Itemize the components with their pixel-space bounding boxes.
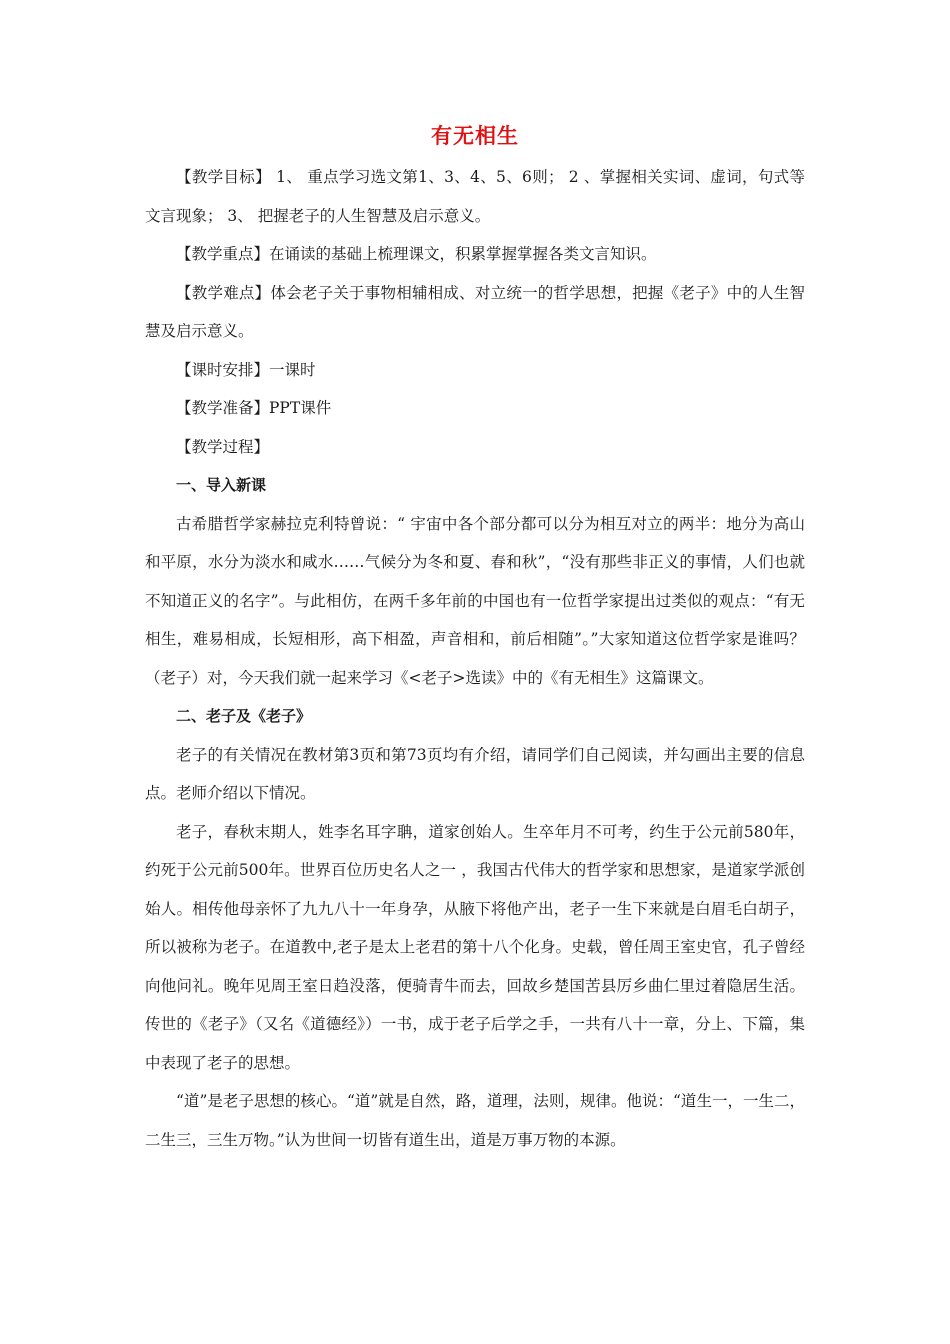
section-heading-intro: 一、导入新课 <box>176 476 267 494</box>
teaching-goal: 【教学目标】 1、 重点学习选文第1、3、4、5、6则； 2 、掌握相关实词、虚词，句式等文言现象； 3、 把握老子的人生智慧及启示意义。 <box>145 168 805 225</box>
document-title: 有无相生 <box>431 124 519 148</box>
teaching-preparation: 【教学准备】PPT课件 <box>176 399 332 417</box>
teaching-focus: 【教学重点】在诵读的基础上梳理课文，积累掌握掌握各类文言知识。 <box>176 245 657 263</box>
document-body <box>145 158 805 1159</box>
teaching-process-label: 【教学过程】 <box>176 437 270 456</box>
section-heading-laozi: 二、老子及《老子》 <box>176 707 312 725</box>
teaching-difficulty: 【教学难点】体会老子关于事物相辅相成、对立统一的哲学思想，把握《老子》中的人生智慧及启示意义。 <box>145 283 805 340</box>
laozi-paragraph-2: 老子，春秋末期人，姓李名耳字聃，道家创始人。生卒年月不可考，约生于公元前580年，约死于公元前500年。世界百位历史名人之一 ，我国古代伟大的哲学家和思想家，是道家学派创始人。相传他母亲怀了九九八十一年身孕，从腋下将他产出，老子一生下来就是白眉毛白胡子，所以被称为老子。在道教中,老子是太上老君的第十八个化身。史载，曾任周王室史官，孔子曾经向他问礼。晚年见周王室日趋没落，便骑青牛而去，回故乡楚国苦县厉乡曲仁里过着隐居生活。传世的《老子》（又名《道德经》）一书，成于老子后学之手，一共有八十一章，分上、下篇，集中表现了老子的思想。 <box>145 822 805 1072</box>
intro-paragraph: 古希腊哲学家赫拉克利特曾说：“ 宇宙中各个部分都可以分为相互对立的两半：地分为高山和平原，水分为淡水和咸水……气候分为冬和夏、春和秋”，“没有那些非正义的事情，人们也就不知道正义的名字”。与此相仿，在两千多年前的中国也有一位哲学家提出过类似的观点：“有无相生，难易相成，长短相形，高下相盈，声音相和，前后相随”。”大家知道这位哲学家是谁吗？（老子）对，今天我们就一起来学习《<老子>选读》中的《有无相生》这篇课文。 <box>145 514 805 687</box>
lesson-schedule: 【课时安排】一课时 <box>176 360 316 379</box>
laozi-paragraph-1: 老子的有关情况在教材第3页和第73页均有介绍，请同学们自己阅读，并勾画出主要的信息点。老师介绍以下情况。 <box>145 745 805 802</box>
laozi-paragraph-3: “道”是老子思想的核心。“道”就是自然，路，道理，法则，规律。他说：“道生一，一生二，二生三，三生万物。”认为世间一切皆有道生出，道是万事万物的本源。 <box>145 1092 805 1149</box>
